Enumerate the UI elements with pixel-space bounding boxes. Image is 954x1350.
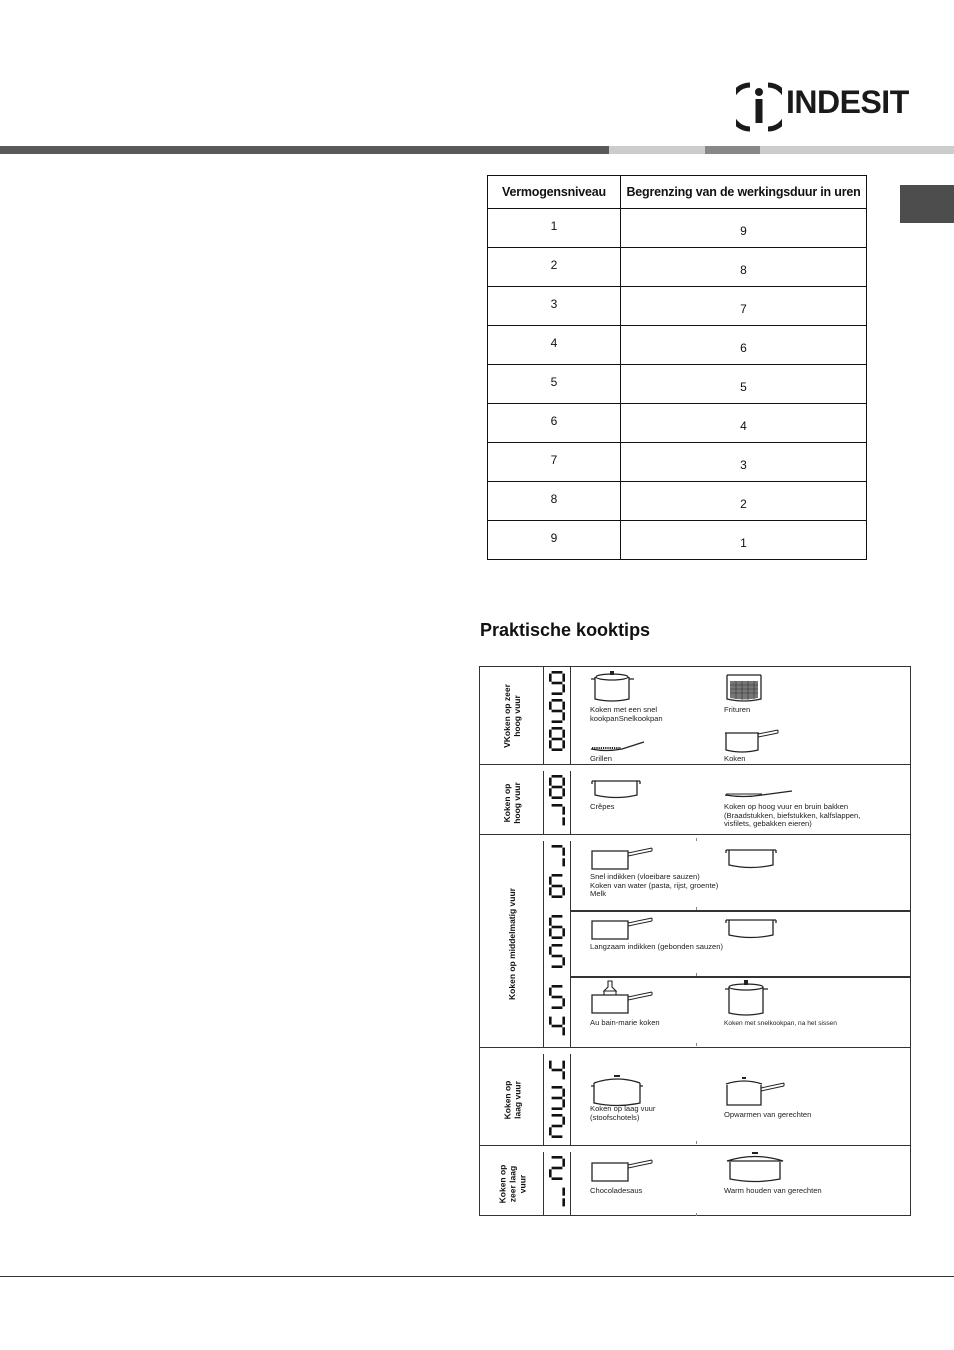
tip-caption: Langzaam indikken (gebonden sauzen) bbox=[590, 942, 723, 951]
header-band-light bbox=[609, 146, 705, 154]
hours-cell: 7 bbox=[621, 287, 867, 326]
casserole-icon bbox=[724, 915, 778, 943]
tip-caption: Koken op hoog vuur en bruin bakken (Braadstukken, biefstukken, kalfslappen, visfilets, gebakken eieren) bbox=[724, 802, 861, 828]
category-label: Koken op hoog vuur bbox=[502, 781, 522, 824]
category-label: VKoken op zeer hoog vuur bbox=[502, 683, 522, 748]
level-digit-1 bbox=[562, 1188, 565, 1207]
table-row bbox=[488, 287, 867, 326]
frying-pan-icon bbox=[724, 789, 794, 801]
level-digit-6 bbox=[549, 915, 565, 939]
category-label: Koken op zeer laag vuur bbox=[496, 1164, 527, 1203]
level-cell: 3 bbox=[488, 287, 621, 326]
tip-caption: Au bain-marie koken bbox=[590, 1018, 660, 1027]
header-band-dark bbox=[0, 146, 609, 154]
duration-table bbox=[487, 175, 867, 560]
tip-caption: Koken bbox=[724, 754, 746, 763]
row-separator bbox=[480, 1047, 910, 1054]
level-digits-display bbox=[544, 1152, 571, 1215]
row-separator bbox=[480, 764, 910, 771]
center-tick bbox=[696, 838, 697, 841]
cooking-tips-table bbox=[479, 666, 911, 1216]
level-cell: 6 bbox=[488, 404, 621, 443]
level-digits bbox=[544, 1054, 571, 1145]
level-cell: 9 bbox=[488, 521, 621, 560]
level-digits bbox=[544, 1152, 571, 1215]
category-very-low bbox=[480, 1152, 544, 1215]
table-row bbox=[488, 326, 867, 365]
tip-caption: Opwarmen van gerechten bbox=[724, 1110, 812, 1119]
center-tick bbox=[696, 973, 697, 976]
fryer-basket-icon bbox=[724, 671, 764, 705]
level-digit-8 bbox=[549, 775, 565, 799]
level-digits bbox=[544, 667, 571, 764]
level-digit-3 bbox=[552, 1086, 565, 1110]
hours-cell: 1 bbox=[621, 521, 867, 560]
category-high bbox=[480, 771, 544, 834]
table-row bbox=[488, 248, 867, 287]
level-cell: 1 bbox=[488, 209, 621, 248]
header-band-mid bbox=[705, 146, 760, 154]
level-digits-display bbox=[544, 1054, 571, 1145]
language-tab bbox=[900, 185, 954, 223]
category-label: Koken op laag vuur bbox=[501, 1080, 522, 1119]
category-low bbox=[480, 1054, 544, 1145]
table-row bbox=[488, 404, 867, 443]
hours-cell: 4 bbox=[621, 404, 867, 443]
saucepan-icon bbox=[590, 845, 654, 873]
level-digits-display bbox=[544, 667, 571, 764]
level-digit-6 bbox=[549, 874, 565, 898]
tip-caption: Warm houden van gerechten bbox=[724, 1186, 822, 1195]
pressure-cooker-icon bbox=[590, 669, 636, 705]
center-tick bbox=[696, 1141, 697, 1144]
tip-caption: Koken met snelkookpan, na het sissen bbox=[724, 1020, 837, 1027]
section-title: Praktische kooktips bbox=[480, 620, 651, 640]
tip-caption: Koken met een snel kookpanSnelkookpan bbox=[590, 705, 663, 723]
hours-cell: 6 bbox=[621, 326, 867, 365]
col-header-level: Vermogensniveau bbox=[488, 176, 621, 209]
logo-emblem-icon bbox=[736, 80, 782, 134]
saucepan-icon bbox=[590, 915, 654, 943]
level-digit-9 bbox=[549, 699, 565, 723]
level-digits-display bbox=[544, 841, 571, 1047]
saucepan-icon bbox=[590, 1157, 654, 1185]
level-digit-8 bbox=[549, 727, 565, 751]
category-very-high bbox=[480, 667, 544, 764]
tip-caption: Grillen bbox=[590, 754, 612, 763]
hours-cell: 5 bbox=[621, 365, 867, 404]
level-digit-5 bbox=[549, 944, 565, 968]
hours-cell: 8 bbox=[621, 248, 867, 287]
hours-cell: 3 bbox=[621, 443, 867, 482]
center-tick bbox=[696, 1043, 697, 1046]
grill-pan-icon bbox=[590, 739, 646, 753]
saucepan-icon bbox=[724, 727, 780, 755]
level-cell: 4 bbox=[488, 326, 621, 365]
level-digit-9 bbox=[549, 671, 565, 695]
level-cell: 8 bbox=[488, 482, 621, 521]
center-tick bbox=[696, 1213, 697, 1216]
level-digit-7 bbox=[552, 845, 565, 866]
level-digit-4 bbox=[549, 1017, 565, 1036]
footer-rule bbox=[0, 1276, 954, 1277]
tip-caption: Crêpes bbox=[590, 802, 615, 811]
table-row bbox=[488, 365, 867, 404]
table-header-row bbox=[488, 176, 867, 209]
level-cell: 7 bbox=[488, 443, 621, 482]
casserole-icon bbox=[724, 845, 778, 873]
col-header-hours: Begrenzing van de werkingsduur in uren bbox=[621, 176, 867, 209]
hours-cell: 2 bbox=[621, 482, 867, 521]
center-tick bbox=[696, 907, 697, 910]
table-row bbox=[488, 443, 867, 482]
tip-caption: Frituren bbox=[724, 705, 751, 714]
level-digits bbox=[544, 841, 571, 1047]
level-digits bbox=[544, 771, 571, 834]
table-row bbox=[488, 209, 867, 248]
category-label: Koken op middelmatig vuur bbox=[507, 888, 517, 1000]
level-digit-4 bbox=[549, 1061, 565, 1080]
level-digit-2 bbox=[549, 1156, 565, 1180]
level-digit-7 bbox=[552, 804, 565, 825]
row-separator bbox=[480, 1145, 910, 1152]
tip-caption: Snel indikken (vloeibare sauzen) Koken van water (pasta, rijst, groente) Melk bbox=[590, 872, 719, 898]
level-cell: 2 bbox=[488, 248, 621, 287]
pressure-cooker-icon bbox=[724, 979, 770, 1019]
level-cell: 5 bbox=[488, 365, 621, 404]
tip-caption: Koken op laag vuur (stoofschotels) bbox=[590, 1104, 656, 1122]
brand-logo bbox=[736, 80, 916, 134]
covered-pot-icon bbox=[724, 1151, 786, 1185]
level-digit-5 bbox=[549, 985, 565, 1009]
level-digit-2 bbox=[549, 1114, 565, 1138]
table-row bbox=[488, 521, 867, 560]
header-band-light-right bbox=[760, 146, 954, 154]
hours-cell: 9 bbox=[621, 209, 867, 248]
bain-marie-icon bbox=[590, 979, 654, 1019]
level-digits-display bbox=[544, 771, 571, 834]
tip-caption: Chocoladesaus bbox=[590, 1186, 643, 1195]
table-row bbox=[488, 482, 867, 521]
category-medium bbox=[480, 841, 544, 1047]
covered-saucepan-icon bbox=[724, 1075, 788, 1109]
casserole-icon bbox=[590, 777, 642, 803]
row-separator bbox=[480, 834, 910, 841]
brand-name: INDESIT bbox=[786, 84, 909, 120]
